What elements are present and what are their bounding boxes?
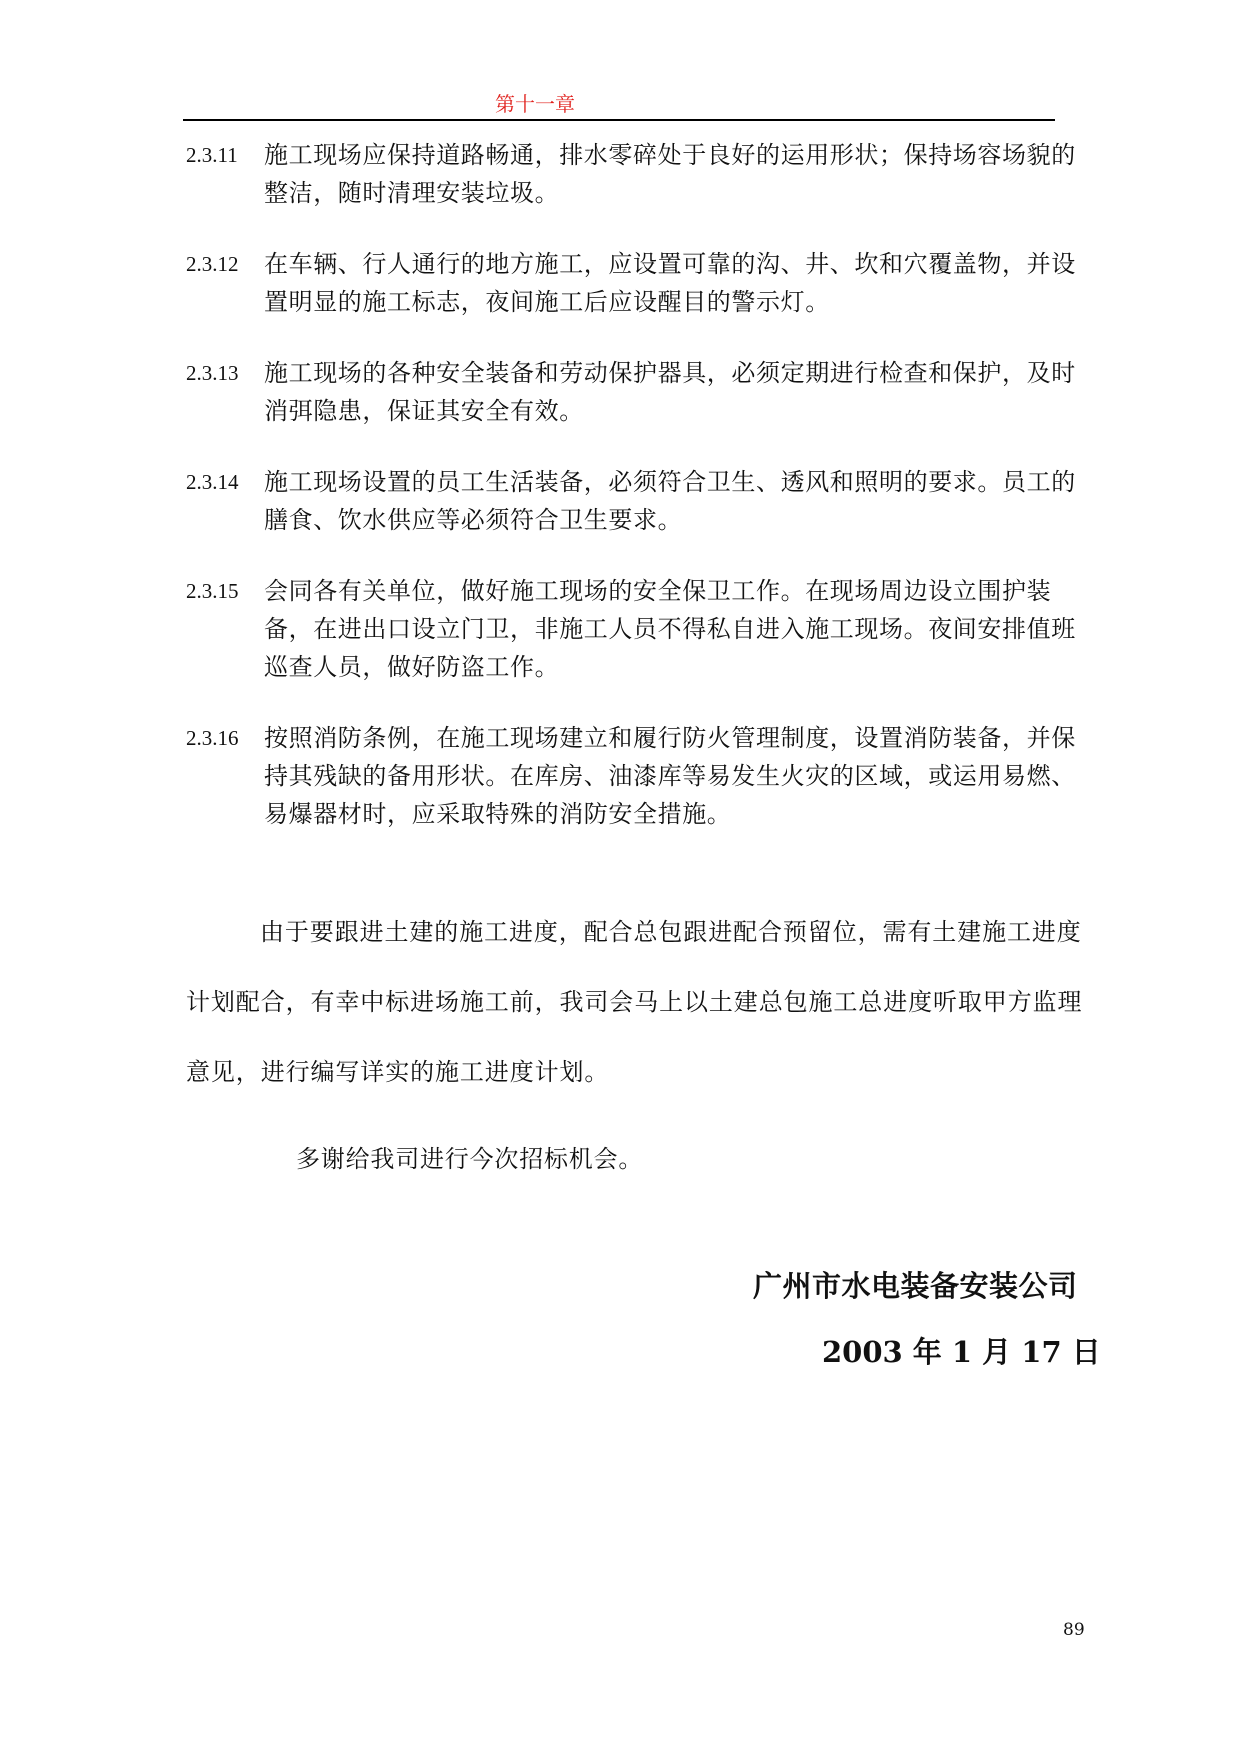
clause-text: 会同各有关单位，做好施工现场的安全保卫工作。在现场周边设立围护装备，在进出口设立门卫，非施工人员不得私自进入施工现场。夜间安排值班巡查人员，做好防盗工作。 (264, 577, 1076, 681)
clause-number: 2.3.15 (186, 579, 239, 603)
clause-text: 施工现场设置的员工生活装备，必须符合卫生、透风和照明的要求。员工的膳食、饮水供应等必须符合卫生要求。 (264, 468, 1076, 534)
clause-item (186, 354, 1086, 430)
company-signature: 广州市水电装备安装公司 (753, 1269, 1078, 1303)
schedule-paragraph: 由于要跟进土建的施工进度，配合总包跟进配合预留位，需有土建施工进度计划配合，有幸中标进场施工前，我司会马上以土建总包施工总进度听取甲方监理意见，进行编写详实的施工进度计划。 (186, 918, 1083, 1086)
clause-number: 2.3.12 (186, 252, 239, 276)
clause-item (186, 136, 1086, 212)
header-rule (183, 119, 1055, 121)
clause-number: 2.3.14 (186, 470, 239, 494)
thanks-line: 多谢给我司进行今次招标机会。 (296, 1145, 644, 1173)
chapter-header: 第十一章 (495, 92, 575, 116)
clause-item (186, 245, 1086, 321)
clause-item (186, 719, 1086, 833)
clause-text: 按照消防条例，在施工现场建立和履行防火管理制度，设置消防装备，并保持其残缺的备用形状。在库房、油漆库等易发生火灾的区域，或运用易燃、易爆器材时，应采取特殊的消防安全措施。 (264, 724, 1076, 828)
signature-date: 2003 年 1 月 17 日 (822, 1335, 1101, 1369)
clause-item (186, 572, 1086, 686)
clause-text: 在车辆、行人通行的地方施工，应设置可靠的沟、井、坎和穴覆盖物，并设置明显的施工标志，夜间施工后应设醒目的警示灯。 (264, 250, 1076, 316)
page-number: 89 (1063, 1620, 1085, 1640)
clause-text: 施工现场的各种安全装备和劳动保护器具，必须定期进行检查和保护，及时消弭隐患，保证其安全有效。 (264, 359, 1076, 425)
clause-number: 2.3.13 (186, 361, 239, 385)
clause-number: 2.3.11 (186, 143, 238, 167)
clause-item (186, 463, 1086, 539)
clause-number: 2.3.16 (186, 726, 239, 750)
clause-text: 施工现场应保持道路畅通，排水零碎处于良好的运用形状；保持场容场貌的整洁，随时清理安装垃圾。 (264, 141, 1076, 207)
